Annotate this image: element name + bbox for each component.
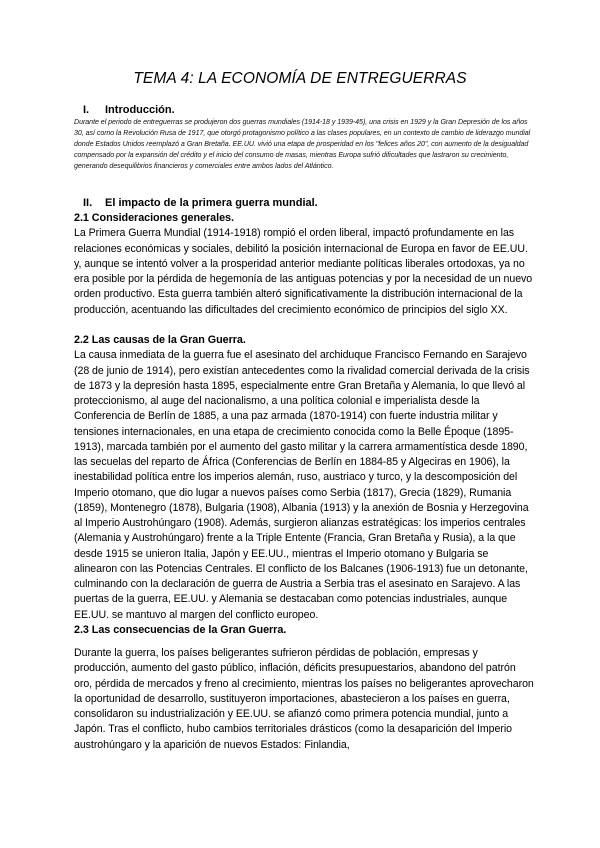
section-1-heading	[83, 104, 175, 116]
subsection-2-2-paragraph: La causa inmediata de la guerra fue el asesinato del archiduque Francisco Fernando en Sarajevo (28 de junio de 1914), pero existían antecedentes como la rivalidad comercial derivada de la crisis de 1873 y la depresión hasta 1895, especialmente entre Gran Bretaña y Alemania, lo que llevó al proteccionismo, al auge del nacionalismo, a una política colonial e imperialista desde la Conferencia de Berlín de 1885, a una paz armada (1870-1914) con fuerte industria militar y tensiones internacionales, en una etapa de crecimiento conocida como la Belle Époque (1895-1913), marcada también por el aumento del gasto militar y la carrera armamentística desde 1890, las secuelas del reparto de África (Conferencias de Berlín en 1884-85 y Algeciras en 1906), la inestabilidad política entre los imperios alemán, ruso, austriaco y turco, y la descomposición del Imperio otomano, que dio lugar a nuevos países como Serbia (1817), Grecia (1829), Rumania (1859), Montenegro (1878), Bulgaria (1908), Albania (1913) y la anexión de Bosnia y Herzegovina al Imperio Austrohúngaro (1908). Además, surgieron alianzas estratégicas: los imperios centrales (Alemania y Austrohúngaro) frente a la Triple Entente (Francia, Gran Bretaña y Rusia), a la que desde 1915 se unieron Italia, Japón y EE.UU., mientras el Imperio otomano y Bulgaria se alinearon con las Potencias Centrales. El conflicto de los Balcanes (1906-1913) fue un detonante, culminando con la declaración de guerra de Austria a Serbia tras el asesinato en Sarajevo. A las puertas de la guerra, EE.UU. y Alemania se destacaban como potencias industriales, aunque EE.UU. se mantuvo al margen del conflicto europeo.	[74, 349, 530, 621]
section-2-title: El impacto de la primera guerra mundial.	[105, 197, 318, 209]
paragraph-spacer	[74, 318, 534, 333]
page-title: TEMA 4: LA ECONOMÍA DE ENTREGUERRAS	[133, 70, 467, 87]
section-2-body	[74, 211, 534, 753]
section-2-number: II.	[83, 197, 93, 209]
introduction-paragraph: Durante el periodo de entreguerras se produjeron dos guerras mundiales (1914-18 y 1939-45), una crisis en 1929 y la Gran Depresión de los años 30, así como la Revolución Rusa de 1917, que otorgó protagonismo político a las clases populares, en un contexto de cambio de liderazgo mundial donde Estados Unidos reemplazó a Gran Bretaña. EE.UU. vivió una etapa de prosperidad en los "felices años 20", con aumento de la desigualdad compensado por la expansión del crédito y el inicio del consumo de masas, mientras Europa sufrió dificultades que lastraron su crecimiento, generando desequilibrios financieros y comerciales entre ambos lados del Atlántico.	[74, 118, 531, 170]
section-1-number: I.	[83, 104, 90, 116]
subsection-2-3-paragraph: Durante la guerra, los países beligerantes sufrieron pérdidas de población, empresas y producción, aumento del gasto público, inflación, déficits presupuestarios, abandono del patrón oro, pérdida de mercados y freno al crecimiento, mientras los países no beligerantes aprovecharon la oportunidad de desarrollo, sustituyeron importaciones, abastecieron a los países en guerra, consolidaron su industrialización y EE.UU. se afianzó como primera potencia mundial, junto a Japón. Tras el conflicto, hubo cambios territoriales drásticos (como la desaparición del Imperio austrohúngaro y la aparición de nuevos Estados: Finlandia,	[74, 647, 534, 751]
subsection-2-1-heading: 2.1 Consideraciones generales.	[74, 212, 234, 224]
subsection-2-2-heading: 2.2 Las causas de la Gran Guerra.	[74, 334, 246, 346]
section-1-title: Introducción.	[105, 104, 175, 116]
subsection-2-1-paragraph: La Primera Guerra Mundial (1914-1918) rompió el orden liberal, impactó profundamente en las relaciones económicas y sociales, debilitó la posición internacional de Europa en favor de EE.UU. y, aunque se intentó volver a la prosperidad anterior mediante políticas liberales ortodoxas, ya no era posible por la pérdida de hegemonía de las antiguas potencias y por la necesidad de un nuevo orden productivo. Esta guerra también alteró significativamente la distribución internacional de la producción, acentuando las dificultades del crecimiento económico de principios del siglo XX.	[74, 227, 533, 316]
section-2-heading	[83, 197, 318, 209]
paragraph-spacer	[74, 638, 534, 646]
subsection-2-3-heading: 2.3 Las consecuencias de la Gran Guerra.	[74, 623, 287, 636]
